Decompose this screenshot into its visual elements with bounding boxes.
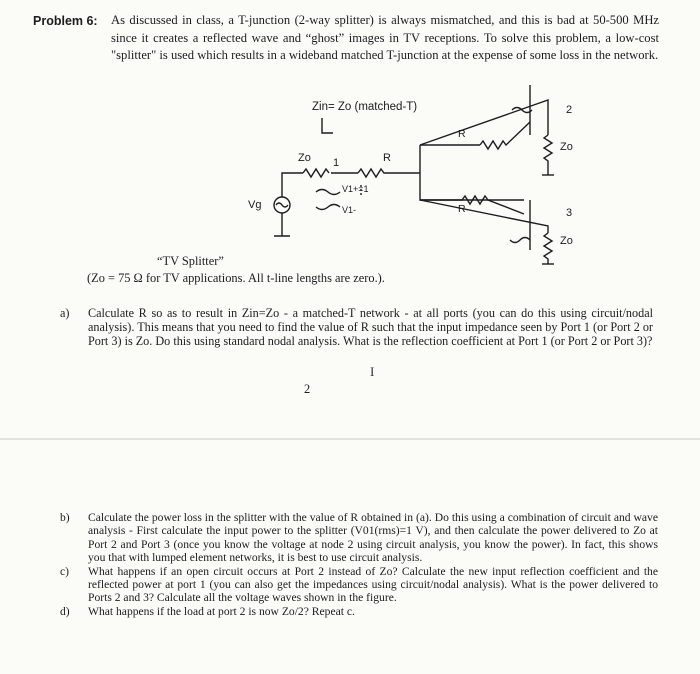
load3-resistor bbox=[544, 233, 552, 264]
v1-plus-wave bbox=[316, 190, 340, 195]
question-b bbox=[60, 511, 660, 565]
label-v1-minus: V1- bbox=[342, 205, 357, 215]
source-top-wire bbox=[282, 173, 303, 197]
question-b-text: Calculate the power loss in the splitter with the value of R obtained in (a). Do this using a combination of circuit and wave analysis - First calculate the input power to the splitter (V01(rms)=1 V), and then calculate the power delivered to Zo at Port 2 and Port 3 (once you know the voltage at node 2 using circuit analysis, you know the power). In fact, this shows you that with lumped element networks, it is best to use circuit analysis. bbox=[88, 511, 658, 565]
resistor-bottom bbox=[420, 196, 524, 214]
v3-wave bbox=[510, 238, 530, 243]
page-number: 2 bbox=[304, 382, 311, 396]
source-sine bbox=[276, 203, 288, 207]
diagram-caption-note: (Zo = 75 Ω for TV applications. All t-line lengths are zero.). bbox=[87, 271, 385, 285]
splitter-circuit-diagram bbox=[0, 0, 700, 300]
question-a-text: Calculate R so as to result in Zin=Zo - a matched-T network - at all ports (you can do this using circuit/nodal analysis). This means that you need to find the value of R such that the input impedance seen by Port 1 (or Port 2 or Port 3) is Zo. Do this using standard nodal analysis. What is the reflection coefficient at Port 1 (or Port 2 or Port 3)? bbox=[88, 306, 653, 349]
label-v1-plus: V1+=1 bbox=[342, 184, 369, 194]
question-c-text: What happens if an open circuit occurs at Port 2 instead of Zo? Calculate the new input reflection coefficient and the reflected power at port 1 (you can also get the impedances using circuit/nodal analysis). What is the power delivered to Ports 2 and 3? Calculate all the voltage waves shown in the figure. bbox=[88, 564, 658, 605]
junction-left bbox=[420, 145, 524, 200]
label-load2: Zo bbox=[560, 141, 573, 153]
page-break-divider bbox=[0, 438, 700, 440]
label-port1: 1 bbox=[333, 157, 340, 169]
label-load3: Zo bbox=[560, 235, 573, 247]
label-z0-input: Zo bbox=[298, 152, 311, 164]
label-r-mid: R bbox=[383, 152, 391, 164]
question-c-letter: c) bbox=[60, 564, 70, 578]
question-d-letter: d) bbox=[60, 604, 70, 618]
load2-resistor bbox=[544, 135, 552, 175]
diagram-header: Zin= Zo (matched-T) bbox=[312, 101, 418, 113]
resistor-mid bbox=[358, 169, 420, 177]
questions-bcd bbox=[60, 511, 660, 618]
ground-wire bbox=[274, 213, 290, 236]
v1-minus-wave bbox=[316, 205, 340, 210]
z0-input-line bbox=[303, 169, 329, 177]
question-d-text: What happens if the load at port 2 is now Zo/2? Repeat c. bbox=[88, 604, 355, 618]
question-a bbox=[60, 306, 660, 349]
diagram-caption-title: “TV Splitter” bbox=[157, 254, 224, 268]
label-r-bottom: R bbox=[458, 203, 466, 215]
label-r-top: R bbox=[458, 128, 466, 140]
label-vg: Vg bbox=[248, 199, 262, 211]
problem-label: Problem 6: bbox=[33, 14, 98, 28]
label-port3: 3 bbox=[566, 207, 573, 219]
label-port2: 2 bbox=[566, 104, 573, 116]
question-a-letter: a) bbox=[60, 306, 70, 320]
text-cursor-icon: I bbox=[370, 364, 375, 379]
question-b-letter: b) bbox=[60, 511, 70, 524]
question-d bbox=[60, 605, 660, 618]
line-to-port3 bbox=[420, 200, 548, 233]
header-arrow bbox=[322, 118, 333, 133]
resistor-top bbox=[480, 122, 530, 149]
problem-intro: As discussed in class, a T-junction (2-way splitter) is always mismatched, and this is bad at 50-500 MHz since it creates a reflected wave and “ghost” images in TV receptions. To solve this problem, a low-cost "splitter" is used which results in a wideband matched T-junction at the expense of some loss in the network. bbox=[111, 13, 659, 63]
question-c bbox=[60, 565, 660, 605]
